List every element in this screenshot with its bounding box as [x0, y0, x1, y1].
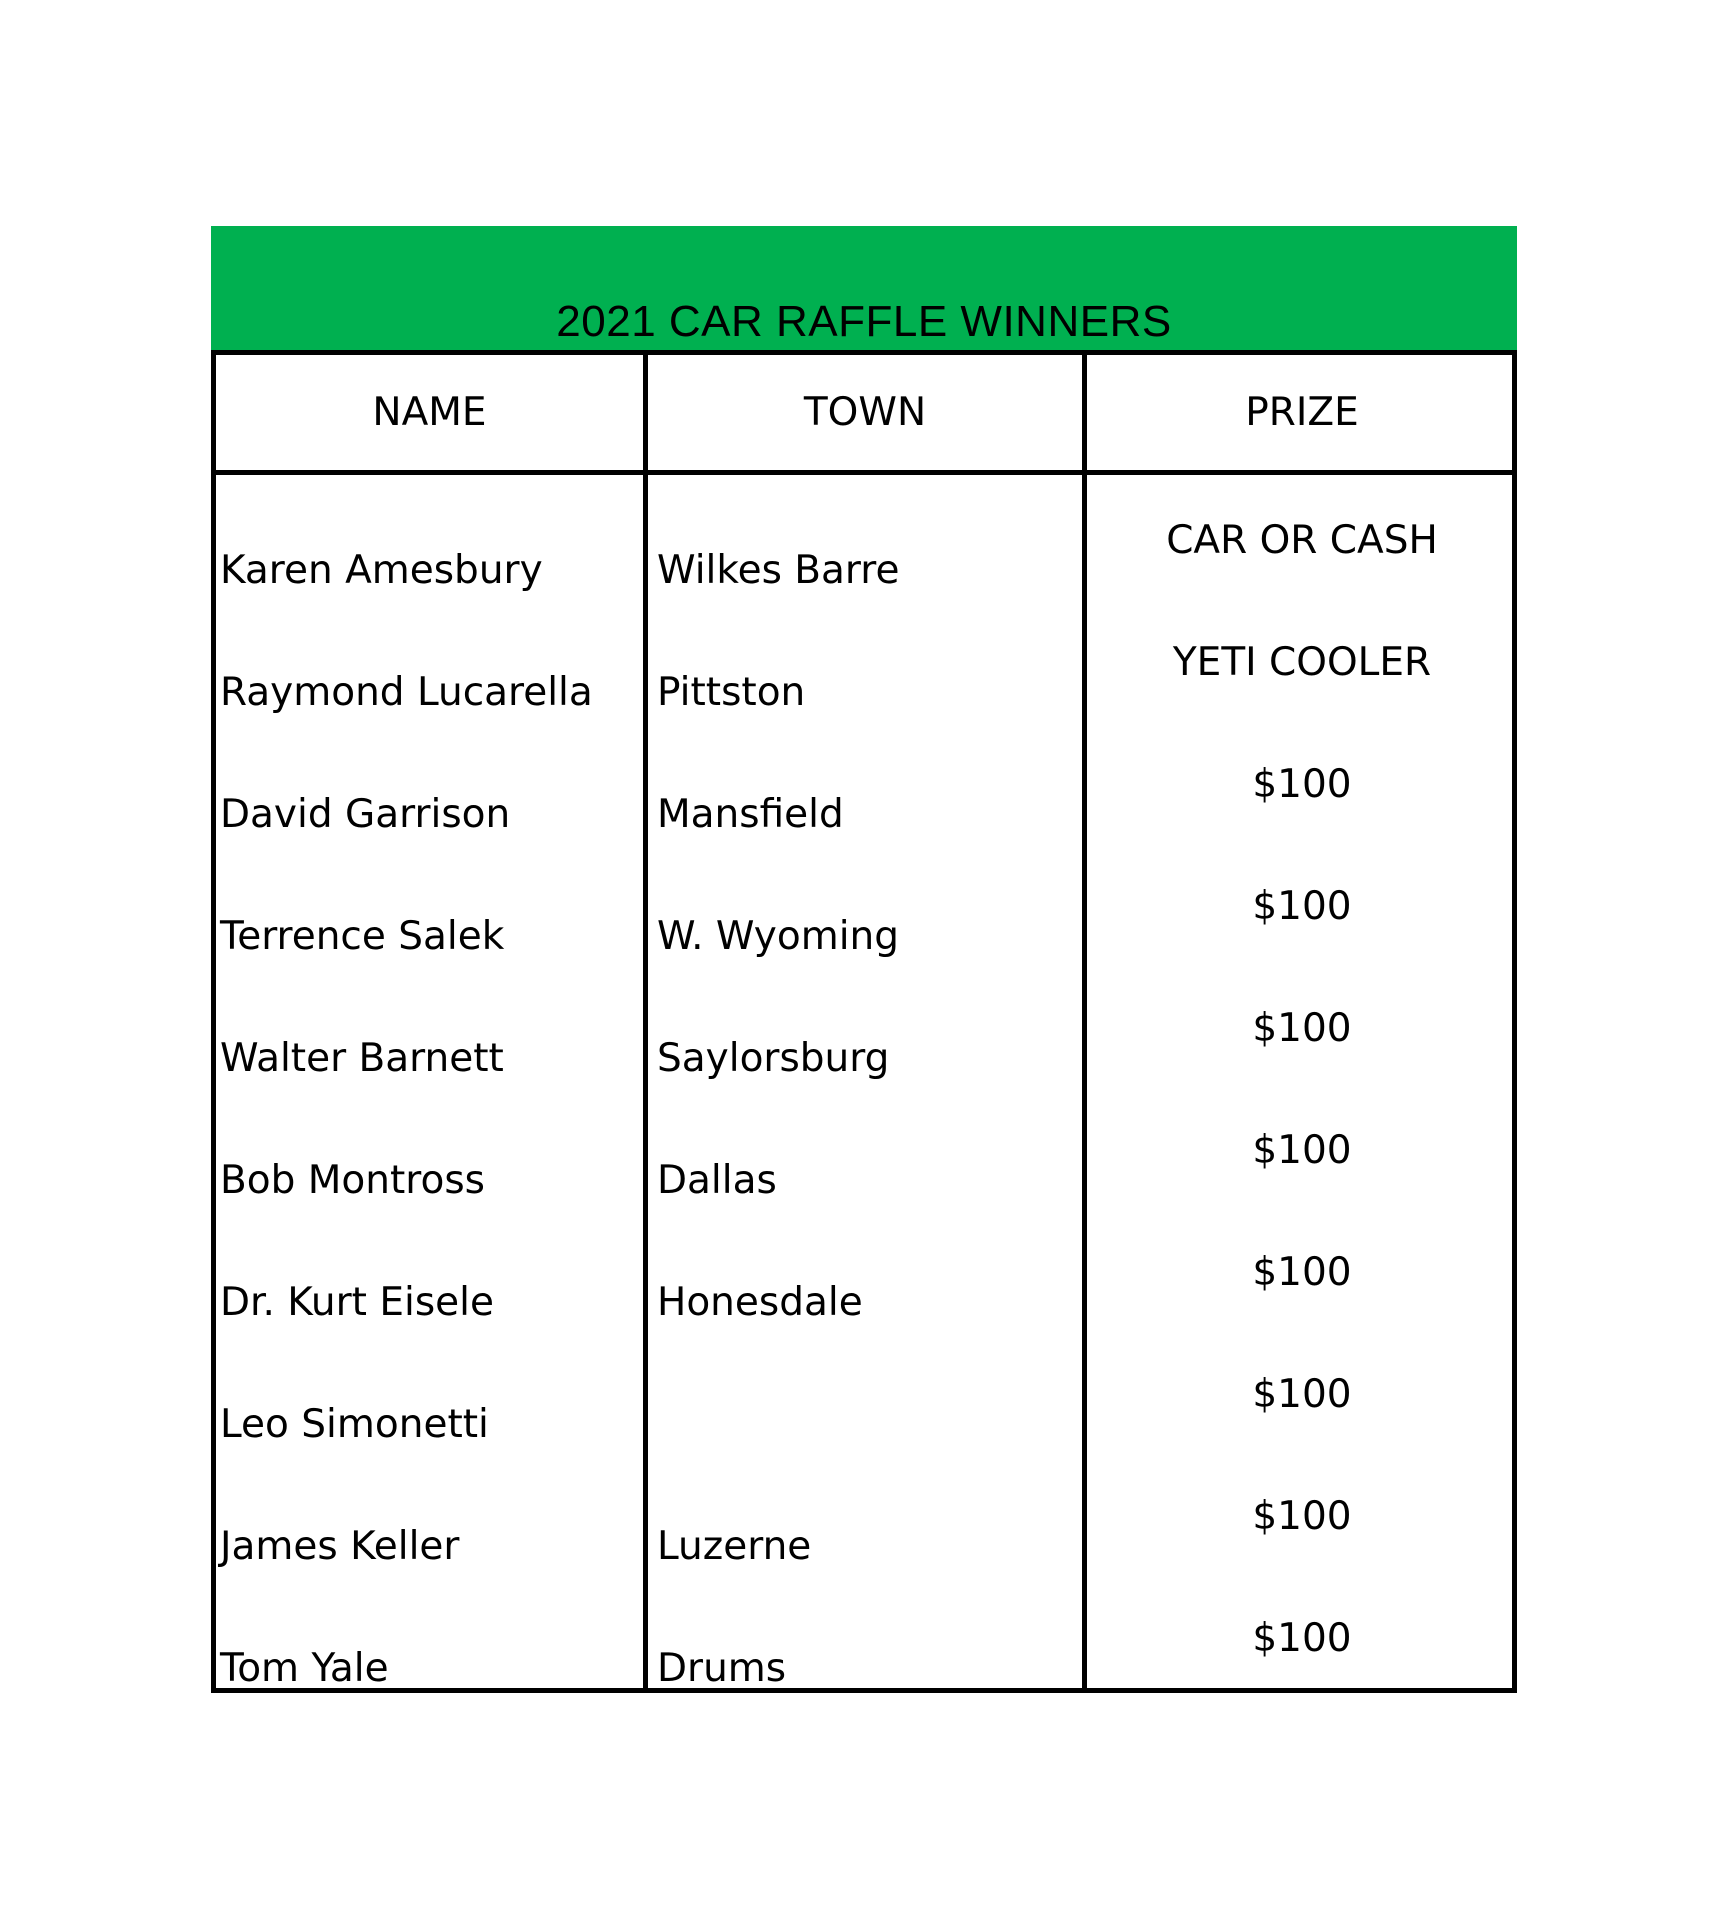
- winner-town: W. Wyoming: [657, 914, 899, 959]
- winner-town: Wilkes Barre: [657, 548, 900, 593]
- winner-prize: $100: [1252, 1372, 1352, 1417]
- winner-name: David Garrison: [220, 792, 511, 837]
- winner-name: James Keller: [220, 1524, 460, 1569]
- winner-name: Karen Amesbury: [220, 548, 543, 593]
- winner-prize: $100: [1252, 1006, 1352, 1051]
- column-divider: [643, 355, 648, 1688]
- winner-prize: $100: [1252, 762, 1352, 807]
- winner-prize: $100: [1252, 1616, 1352, 1661]
- winner-name: Walter Barnett: [220, 1036, 504, 1081]
- header-divider: [216, 470, 1512, 475]
- page-title: 2021 CAR RAFFLE WINNERS: [556, 297, 1172, 346]
- winner-prize: YETI COOLER: [1172, 640, 1432, 685]
- winner-town: Mansfield: [657, 792, 844, 837]
- column-header-town: TOWN: [803, 390, 927, 435]
- winner-name: Raymond Lucarella: [220, 670, 593, 715]
- winner-name: Tom Yale: [220, 1646, 389, 1691]
- winner-name: Bob Montross: [220, 1158, 485, 1203]
- winners-table: [211, 350, 1517, 1693]
- winner-name: Leo Simonetti: [220, 1402, 489, 1447]
- winner-town: Dallas: [657, 1158, 777, 1203]
- column-header-name: NAME: [372, 390, 487, 435]
- title-banner: [211, 226, 1517, 350]
- column-header-prize: PRIZE: [1245, 390, 1359, 435]
- winner-town: Luzerne: [657, 1524, 812, 1569]
- winner-town: Honesdale: [657, 1280, 863, 1325]
- winner-prize: $100: [1252, 884, 1352, 929]
- winner-prize: CAR OR CASH: [1166, 518, 1438, 563]
- winner-town: Drums: [657, 1646, 787, 1691]
- winner-name: Terrence Salek: [220, 914, 505, 959]
- winner-name: Dr. Kurt Eisele: [220, 1280, 494, 1325]
- winner-prize: $100: [1252, 1128, 1352, 1173]
- winner-town: Saylorsburg: [657, 1036, 890, 1081]
- winner-prize: $100: [1252, 1494, 1352, 1539]
- winner-town: Pittston: [657, 670, 806, 715]
- winner-prize: $100: [1252, 1250, 1352, 1295]
